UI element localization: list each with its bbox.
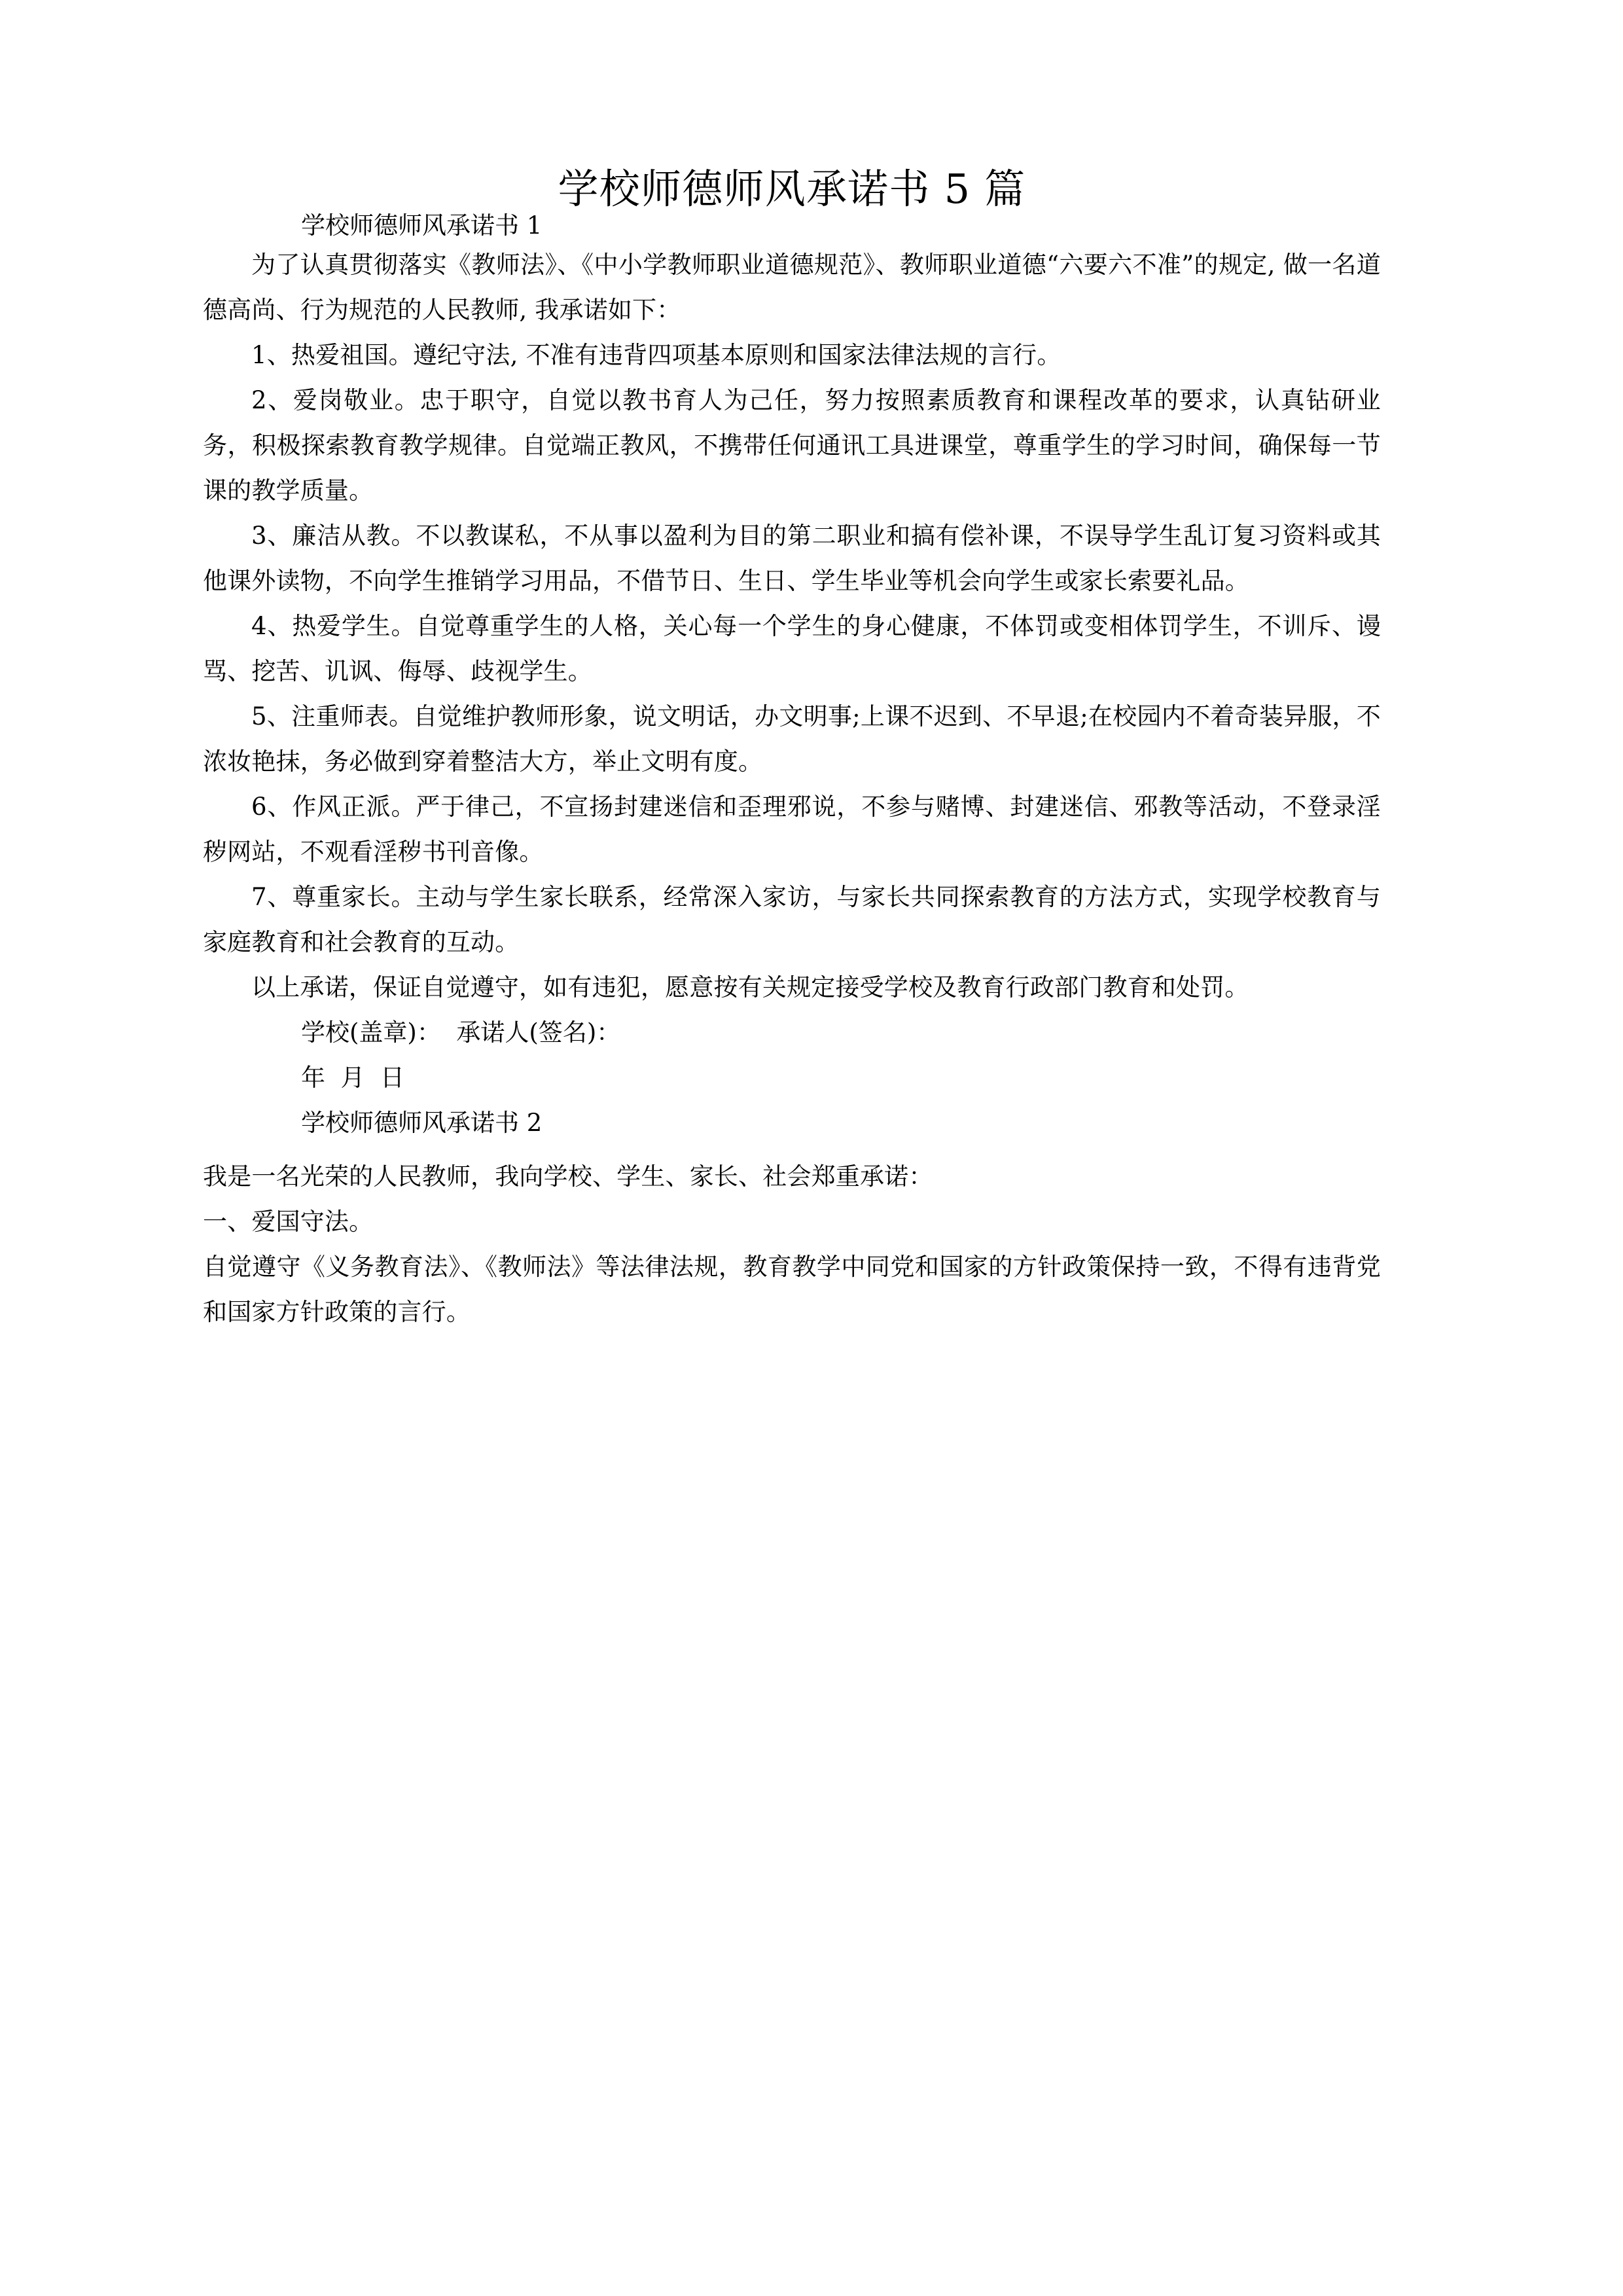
signature-line-school-and-promisor: 学校(盖章)： 承诺人(签名)： [301,1018,621,1047]
section-1-item-2: 2、爱岗敬业。忠于职守，自觉以教书育人为己任，努力按照素质教育和课程改革的要求，认真钻研业务，积极探索教育教学规律。自觉端正教风，不携带任何通讯工具进课堂，尊重学生的学习时间，确保每一节课的教学质量。 [203,386,1381,505]
section-1-item-6: 6、作风正派。严于律己，不宣扬封建迷信和歪理邪说，不参与赌博、封建迷信、邪教等活动，不登录淫秽网站，不观看淫秽书刊音像。 [203,793,1381,866]
section-1-paragraph-intro: 为了认真贯彻落实《教师法》、《中小学教师职业道德规范》、教师职业道德“六要六不准”的规定, 做一名道德高尚、行为规范的人民教师, 我承诺如下： [203,251,1381,324]
section-divider-spacer [203,1100,1381,1107]
page-content [203,0,1381,1335]
section-heading-2: 学校师德师风承诺书 2 [301,1109,543,1137]
section-1-item-3: 3、廉洁从教。不以教谋私，不从事以盈利为目的第二职业和搞有偿补课，不误导学生乱订复习资料或其他课外读物，不向学生推销学习用品，不借节日、生日、学生毕业等机会向学生或家长索要礼品。 [203,522,1381,595]
section-1-closing-statement: 以上承诺，保证自觉遵守，如有违犯，愿意按有关规定接受学校及教育行政部门教育和处罚。 [251,973,1249,1001]
section-heading-1: 学校师德师风承诺书 1 [301,211,543,240]
section-2-item-1-heading: 一、爱国守法。 [203,1208,374,1236]
section-1-item-5: 5、注重师表。自觉维护教师形象，说文明话，办文明事;上课不迟到、不早退;在校园内不着奇装异服，不浓妆艳抹，务必做到穿着整洁大方，举止文明有度。 [203,702,1381,776]
section-2-item-1-body: 自觉遵守《义务教育法》、《教师法》等法律法规，教育教学中同党和国家的方针政策保持一致，不得有违背党和国家方针政策的言行。 [203,1253,1381,1326]
page-title: 学校师德师风承诺书 5 篇 [558,165,1026,213]
section-1-item-4: 4、热爱学生。自觉尊重学生的人格，关心每一个学生的身心健康，不体罚或变相体罚学生，不训斥、谩骂、挖苦、讥讽、侮辱、歧视学生。 [203,612,1381,685]
section-2-paragraph-intro: 我是一名光荣的人民教师，我向学校、学生、家长、社会郑重承诺： [203,1162,933,1191]
section-1-item-1: 1、热爱祖国。遵纪守法, 不准有违背四项基本原则和国家法律法规的言行。 [251,341,1061,369]
section-2-heading-spacer [203,1139,1381,1154]
section-1-item-7: 7、尊重家长。主动与学生家长联系，经常深入家访，与家长共同探索教育的方法方式，实现学校教育与家庭教育和社会教育的互动。 [203,883,1381,956]
signature-line-date: 年 月 日 [301,1064,405,1092]
